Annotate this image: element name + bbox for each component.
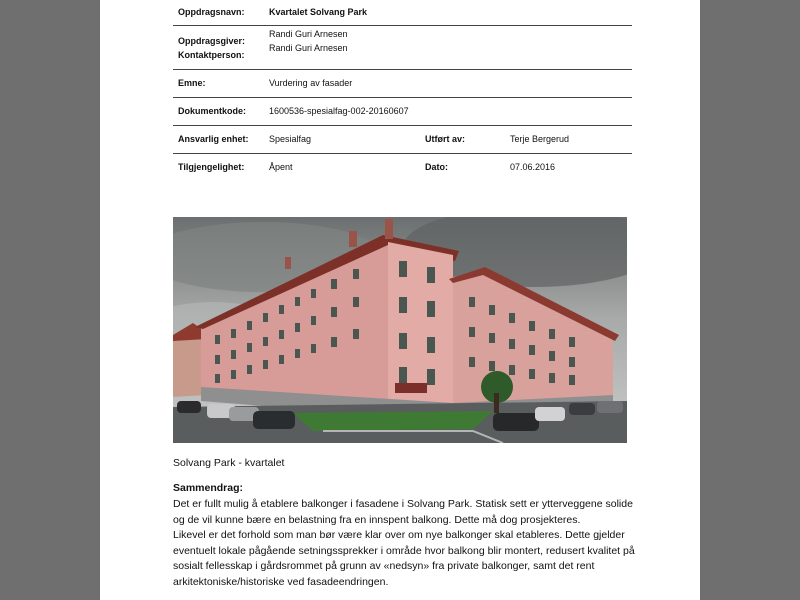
info-table	[173, 0, 632, 180]
doc-code-value: 1600536-spesialfag-002-20160607	[269, 106, 409, 116]
summary-line: og de vil kunne bære en belastning fra en innspent balkong. Dette må dog prosjekteres.	[173, 513, 581, 526]
date-label: Dato:	[425, 162, 448, 172]
doc-code-label: Dokumentkode:	[178, 106, 247, 116]
lawn	[293, 411, 493, 431]
summary-line: arkitektoniske/historiske ved fasadeendringen.	[173, 575, 389, 588]
info-row-doc-code	[173, 98, 632, 126]
date-value: 07.06.2016	[510, 162, 556, 172]
assignment-name-label: Oppdragsnavn:	[178, 7, 245, 17]
chimney	[285, 257, 291, 269]
client-value: Randi Guri Arnesen	[269, 29, 348, 39]
subject-value: Vurdering av fasader	[269, 78, 353, 88]
performed-by-label: Utført av:	[425, 134, 465, 144]
summary-line: eventuelt lokale pågående setningssprekker i område hvor balkong blir montert, redusert kvalitet på	[173, 544, 635, 557]
subject-label: Emne:	[178, 78, 206, 88]
contact-label: Kontaktperson:	[178, 50, 245, 60]
chimney	[385, 219, 393, 239]
photo-caption: Solvang Park - kvartalet	[173, 457, 285, 469]
assignment-name-value: Kvartalet Solvang Park	[269, 7, 368, 17]
balcony	[395, 383, 427, 393]
tree-trunk	[494, 393, 499, 413]
availability-label: Tilgjengelighet:	[178, 162, 245, 172]
responsible-label: Ansvarlig enhet:	[178, 134, 249, 144]
performed-by-value: Terje Bergerud	[510, 134, 570, 144]
client-label: Oppdragsgiver:	[178, 36, 246, 46]
responsible-value: Spesialfag	[269, 134, 312, 144]
building-photo	[173, 217, 627, 443]
summary-line: Det er fullt mulig å etablere balkonger i fasadene i Solvang Park. Statisk sett er ytterveggene solide	[173, 498, 633, 510]
info-row-availability	[173, 154, 632, 180]
chimney	[349, 231, 357, 247]
summary-line: Likevel er det forhold som man bør være klar over om nye balkonger skal etableres. Dette gjelder	[173, 529, 625, 542]
availability-value: Åpent	[269, 162, 293, 172]
summary-line: sosialt fellesskap i gårdsrommet på grunn av «nedsyn» fra private balkonger, samt det rent	[173, 560, 595, 573]
info-row-assignment	[173, 0, 632, 26]
info-row-responsible	[173, 126, 632, 154]
summary-heading: Sammendrag:	[173, 482, 244, 494]
document-page	[100, 0, 700, 600]
summary-body	[173, 497, 633, 591]
contact-value: Randi Guri Arnesen	[269, 43, 348, 53]
info-row-subject	[173, 70, 632, 98]
info-row-client	[173, 26, 632, 70]
